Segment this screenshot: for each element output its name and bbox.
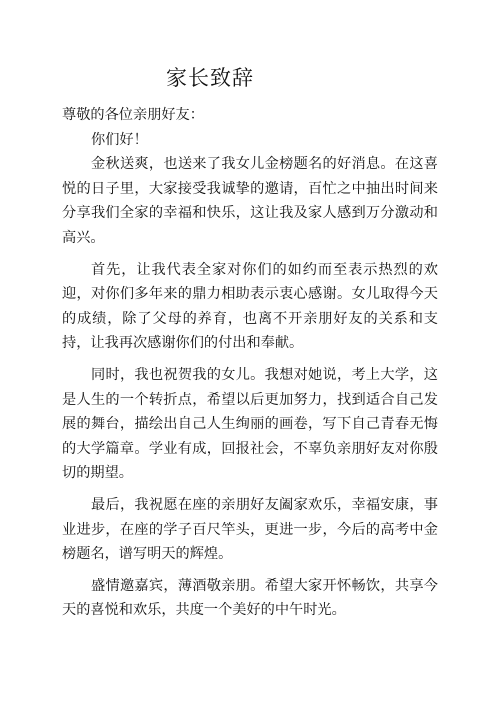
paragraph-thanks: 首先，让我代表全家对你们的如约而至表示热烈的欢迎，对你们多年来的鼎力相助表示衷心感谢。女儿取得今天的成绩，除了父母的养育，也离不开亲朋好友的关系和支持，让我再次感谢你们的付出和奉献。: [62, 261, 438, 352]
paragraph-congratulations: 同时，我也祝贺我的女儿。我想对她说，考上大学，这是人生的一个转折点，希望以后更加努力，找到适合自己发展的舞台，描绘出自己人生绚丽的画卷，写下自己青春无悔的大学篇章。学业有成，回报社会，不辜负亲朋好友对你殷切的期望。: [62, 366, 438, 482]
paragraph-greeting: 你们好！: [91, 131, 148, 148]
salutation: 尊敬的各位亲朋好友：: [62, 107, 204, 123]
paragraph-wishes: 最后，我祝愿在座的亲朋好友阖家欢乐，幸福安康，事业进步，在座的学子百尺竿头，更进一步，今后的高考中金榜题名，谱写明天的辉煌。: [62, 496, 438, 563]
paragraph-toast: 盛情邀嘉宾，薄酒敬亲朋。希望大家开怀畅饮，共享今天的喜悦和欢乐，共度一个美好的中午时光。: [62, 577, 438, 619]
paragraph-good-news: 金秋送爽，也送来了我女儿金榜题名的好消息。在这喜悦的日子里，大家接受我诚挚的邀请，百忙之中抽出时间来分享我们全家的幸福和快乐，这让我及家人感到万分激动和高兴。: [62, 156, 438, 246]
document-title: 家长致辞: [166, 66, 254, 90]
document-body: [62, 103, 438, 623]
